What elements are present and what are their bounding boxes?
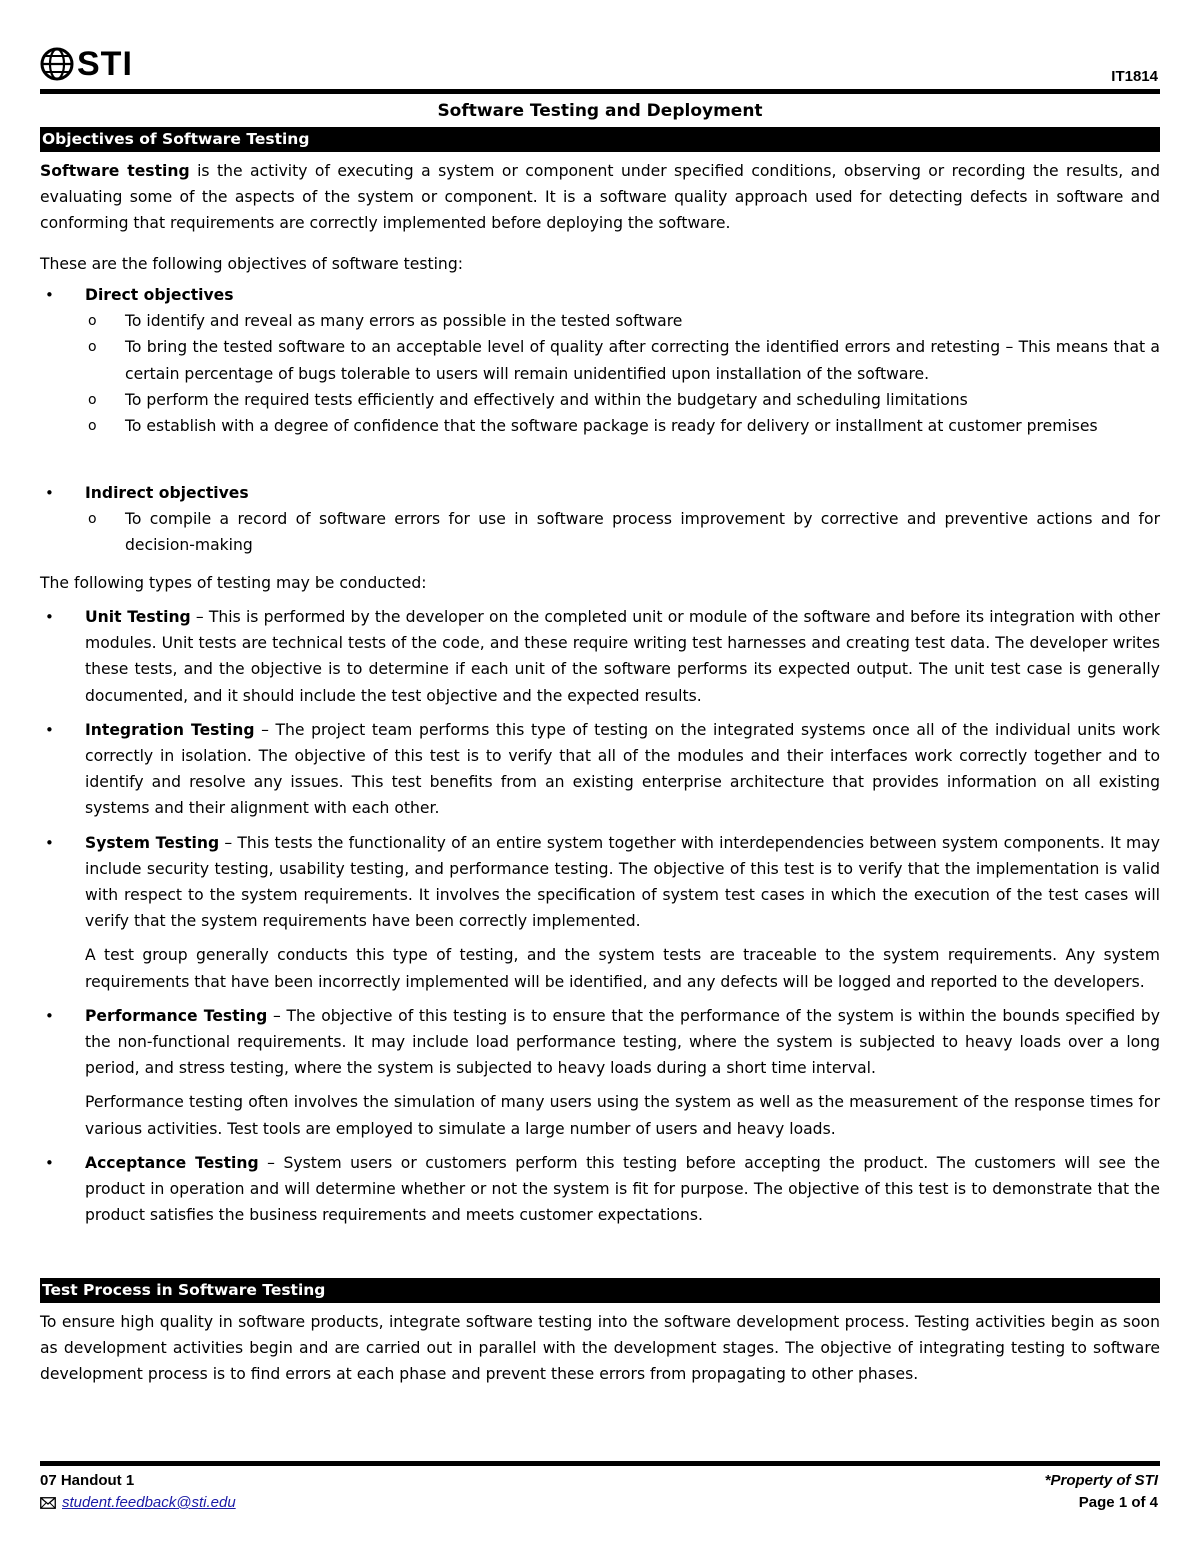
list-item: o To identify and reveal as many errors as possible in the tested software (40, 308, 1160, 334)
intro-term: Software testing (40, 162, 190, 180)
list-item-acceptance-testing: • Acceptance Testing – System users or customers perform this testing before accepting the product. The customers will see the product in operation and will determine whether or not the system is fit for purpose. The objective of this test is to demonstrate that the product satisfies the business requirements and meets customer expectations. (40, 1150, 1160, 1229)
intro-paragraph (40, 158, 1160, 237)
list-item-system-testing: • System Testing – This tests the functionality of an entire system together with interdependencies between system components. It may include security testing, usability testing, and performance testing. The objective of this test is to verify that the implementation is valid with respect to the system requirements. It involves the specification of system test cases in which the execution of the test cases will verify that the system requirements have been correctly implemented. A test group generally conducts this type of testing, and the system tests are traceable to the system requirements. Any system requirements that have been incorrectly implemented will be identified, and any defects will be logged and reported to the developers. (40, 830, 1160, 995)
objectives-lead: These are the following objectives of software testing: (40, 255, 463, 273)
footer-divider (40, 1461, 1160, 1466)
list-item: o To perform the required tests efficiently and effectively and within the budgetary and scheduling limitations (40, 387, 1160, 413)
list-item-integration-testing: • Integration Testing – The project team performs this type of testing on the integrated systems once all of the individual units work correctly in isolation. The objective of this test is to verify that all of the modules and their interfaces work correctly together and to identify and resolve any issues. This test benefits from an existing enterprise architecture that provides information on all existing systems and their alignment with each other. (40, 717, 1160, 822)
bullet-icon: • (45, 720, 54, 739)
indirect-objectives-list (40, 480, 1160, 559)
list-item-unit-testing: • Unit Testing – This is performed by the developer on the completed unit or module of the software and before its integration with other modules. Unit tests are technical tests of the code, and these require writing test harnesses and creating test data. The developer writes these tests, and the objective is to determine if each unit of the software performs its expected output. The unit test case is generally documented, and it should include the test objective and the expected results. (40, 604, 1160, 709)
bullet-icon: • (45, 608, 54, 626)
document-page (40, 0, 1160, 1553)
bullet-icon: • (45, 1153, 54, 1172)
bullet-icon: • (45, 1006, 54, 1025)
indirect-objectives-label: Indirect objectives (85, 484, 249, 502)
performance-testing-extra: Performance testing often involves the simulation of many users using the system as well as the measurement of the response times for various activities. Test tools are employed to simulate a large number of users and heavy loads. (85, 1093, 1160, 1138)
envelope-icon (40, 1497, 56, 1509)
list-item: o To establish with a degree of confidence that the software package is ready for delivery or installment at customer premises (40, 413, 1160, 439)
circle-bullet-icon: o (88, 511, 97, 528)
list-item: o To compile a record of software errors for use in software process improvement by corrective and preventive actions and for decision-making (40, 506, 1160, 558)
sti-logo (40, 44, 133, 84)
section-heading-test-process: Test Process in Software Testing (40, 1278, 1160, 1303)
direct-objectives-label: Direct objectives (85, 286, 234, 304)
circle-bullet-icon: o (88, 391, 97, 408)
list-item (40, 282, 1160, 439)
test-process-paragraph: To ensure high quality in software products, integrate software testing into the software development process. Testing activities begin as soon as development activities begin and are carried out in parallel with the development stages. The objective of integrating testing to software development process is to find errors at each phase and prevent these errors from propagating to other phases. (40, 1313, 1160, 1384)
circle-bullet-icon: o (88, 313, 97, 330)
document-code: IT1814 (1111, 68, 1158, 85)
intro-text: is the activity of executing a system or component under specified conditions, observing or recording the results, and evaluating some of the aspects of the system or component. It is a software quality approach used for detecting defects in software and conforming that requirements are correctly implemented before deploying the software. (40, 162, 1160, 233)
list-item-performance-testing: • Performance Testing – The objective of this testing is to ensure that the performance of the system is within the bounds specified by the non-functional requirements. It may include load performance testing, where the system is subjected to heavy loads over a long period, and stress testing, where the system is subjected to heavy loads during a short time interval. Performance testing often involves the simulation of many users using the system as well as the measurement of the response times for various activities. Test tools are employed to simulate a large number of users and heavy loads. (40, 1003, 1160, 1142)
types-lead: The following types of testing may be conducted: (40, 574, 427, 592)
property-notice: *Property of STI (1044, 1472, 1158, 1489)
circle-bullet-icon: o (88, 418, 97, 435)
bullet-icon: • (45, 484, 54, 502)
bullet-icon: • (45, 833, 54, 852)
list-item: o To bring the tested software to an acceptable level of quality after correcting the identified errors and retesting – This means that a certain percentage of bugs tolerable to users will remain unidentified upon installation of the software. (40, 334, 1160, 386)
globe-icon (40, 47, 74, 81)
system-testing-extra: A test group generally conducts this type of testing, and the system tests are traceable to the system requirements. Any system requirements that have been incorrectly implemented will be identified, and any defects will be logged and reported to the developers. (85, 946, 1160, 991)
circle-bullet-icon: o (88, 339, 97, 356)
feedback-email-link[interactable]: student.feedback@sti.edu (62, 1494, 236, 1511)
handout-label: 07 Handout 1 (40, 1472, 135, 1489)
header-divider (40, 89, 1160, 94)
document-title: Software Testing and Deployment (437, 101, 763, 121)
direct-objectives-list (40, 282, 1160, 439)
page-number: Page 1 of 4 (1078, 1494, 1158, 1511)
testing-types-list (40, 604, 1160, 1228)
logo-wordmark: STI (77, 45, 133, 83)
section-heading-objectives: Objectives of Software Testing (40, 127, 1160, 152)
list-item (40, 480, 1160, 559)
bullet-icon: • (45, 286, 54, 304)
